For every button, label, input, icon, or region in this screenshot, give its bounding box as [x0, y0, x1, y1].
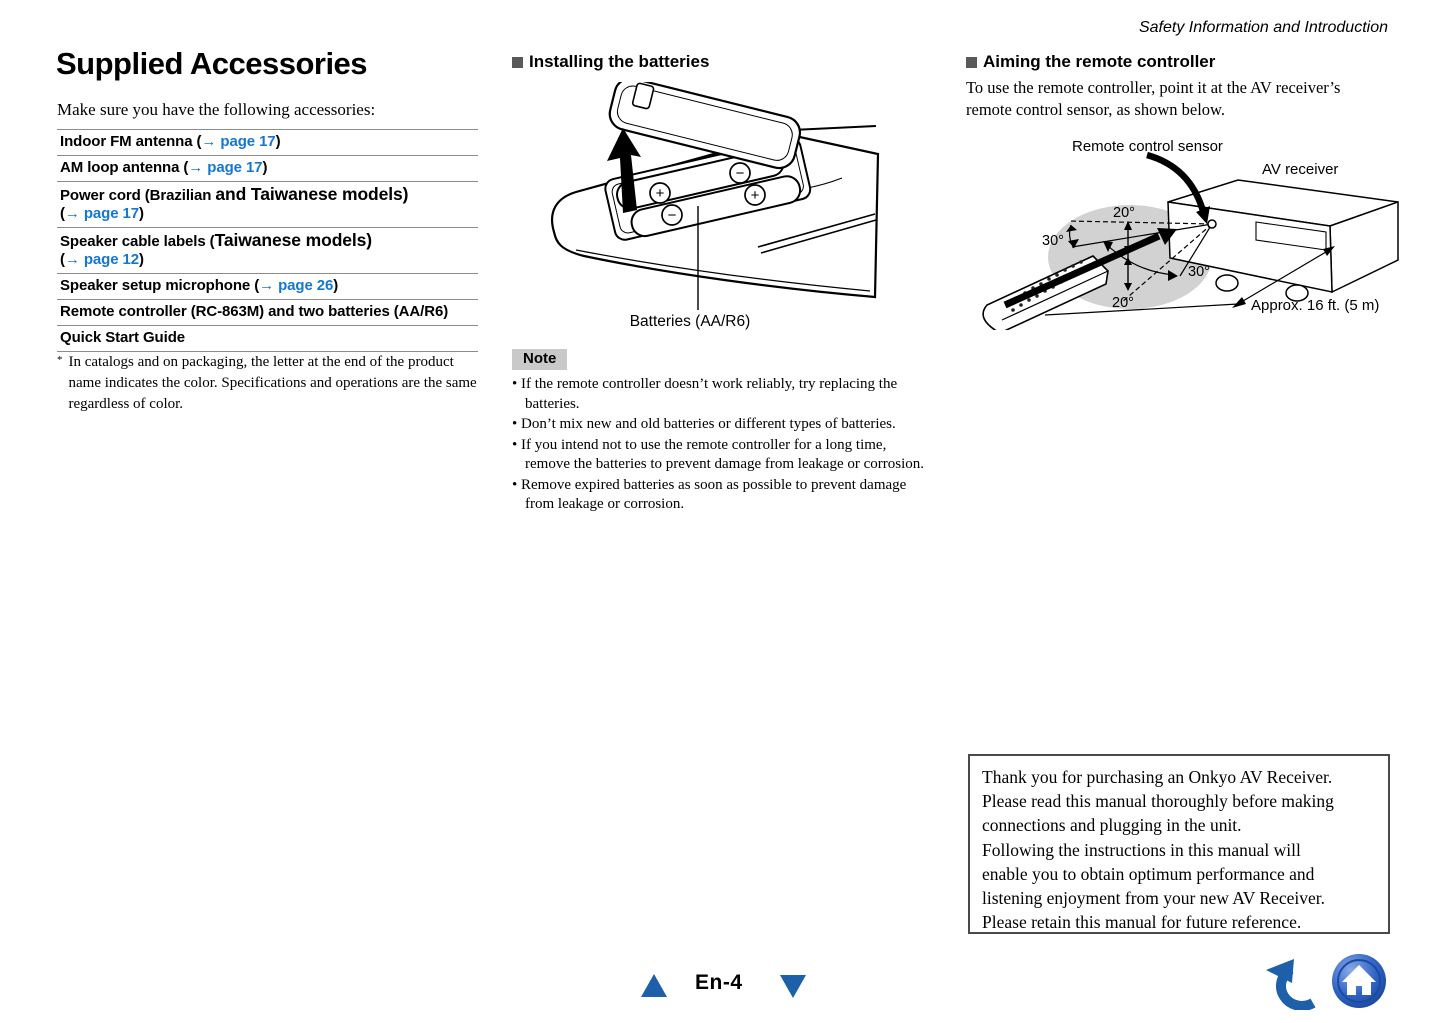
accessory-row — [57, 300, 478, 326]
context-line — [792, 126, 876, 130]
page-link[interactable]: → page 12 — [64, 251, 140, 268]
footnote-text: In catalogs and on packaging, the letter at the end of the product name indicates the color. Specifications and operations are the same regardless of color. — [68, 354, 477, 412]
page-link[interactable]: → page 26 — [259, 277, 334, 294]
battery1-plus-symbol: + — [655, 185, 665, 202]
note-item: • Remove expired batteries as soon as possible to prevent damage from leakage or corrosion. — [512, 476, 932, 515]
receiver-foot — [1216, 275, 1238, 291]
accessory-text: ) — [275, 133, 281, 150]
note-item: • If the remote controller doesn’t work reliably, try replacing the batteries. — [512, 375, 932, 414]
accessory-text: Power cord (Brazilian — [60, 187, 216, 204]
intro-text: Make sure you have the following accessories: — [57, 100, 376, 119]
box-line: Please read this manual thoroughly before making — [982, 791, 1334, 812]
back-button[interactable] — [1258, 956, 1322, 1010]
section-heading-aiming — [966, 52, 1215, 72]
accessory-text: Quick Start Guide — [60, 329, 185, 346]
thank-you-box — [968, 754, 1390, 934]
sensor-label: Remote control sensor — [1072, 138, 1223, 155]
accessory-text: Remote controller (RC-863M) and two batteries (AA/R6) — [60, 303, 449, 320]
accessory-text: Speaker setup microphone ( — [60, 277, 260, 294]
accessory-text: ) — [139, 251, 144, 268]
battery2-plus-symbol: + — [750, 187, 760, 204]
accessory-text: Indoor FM antenna ( — [60, 133, 202, 150]
receiver-label: AV receiver — [1262, 161, 1339, 178]
battery1-minus-symbol: − — [735, 165, 745, 182]
prev-page-button[interactable] — [641, 974, 667, 997]
accessory-text: ( — [60, 251, 65, 268]
accessory-text: AM loop antenna ( — [60, 159, 189, 176]
paragraph-line: remote control sensor, as shown below. — [966, 100, 1226, 119]
arrowhead — [1232, 297, 1246, 308]
accessory-row — [57, 228, 478, 274]
home-button[interactable] — [1331, 953, 1387, 1009]
page-link[interactable]: → page 17 — [64, 205, 140, 222]
accessory-row — [57, 326, 478, 352]
section-heading-label: Installing the batteries — [529, 52, 710, 71]
running-header: Safety Information and Introduction — [1138, 19, 1388, 36]
accessories-table — [57, 129, 478, 352]
page-number: En-4 — [695, 971, 743, 994]
box-line: Thank you for purchasing an Onkyo AV Receiver. — [982, 767, 1333, 787]
remote-sensor-dot — [1208, 220, 1216, 228]
note-item: • If you intend not to use the remote controller for a long time, remove the batteries to prevent damage from leakage or corrosion. — [512, 436, 932, 475]
note-item: • Don’t mix new and old batteries or different types of batteries. — [512, 415, 932, 435]
section-heading-label: Aiming the remote controller — [983, 52, 1216, 71]
accessory-row — [57, 130, 478, 156]
accessory-text: Speaker cable labels ( — [60, 233, 215, 250]
accessory-text: ( — [60, 205, 65, 222]
accessory-text: ) — [139, 205, 144, 222]
section-bullet-icon — [966, 57, 977, 68]
angle-bottom-label: 20° — [1112, 295, 1134, 311]
section-heading-installing — [512, 52, 709, 72]
note-list — [512, 375, 932, 516]
angle-right-label: 30° — [1188, 264, 1210, 280]
box-line: connections and plugging in the unit. — [982, 815, 1242, 836]
accessory-text: ) — [262, 159, 268, 176]
distance-label: Approx. 16 ft. (5 m) — [1251, 297, 1380, 314]
battery2-minus-symbol: − — [667, 207, 677, 224]
page-link[interactable]: → page 17 — [188, 159, 263, 176]
note-badge: Note — [512, 349, 567, 370]
page-title: Supplied Accessories — [56, 46, 368, 81]
box-line: listening enjoyment from your new AV Receiver. — [982, 888, 1325, 909]
batteries-label: Batteries (AA/R6) — [629, 313, 751, 330]
accessory-text: Taiwanese models) — [214, 230, 373, 250]
box-line: enable you to obtain optimum performance and — [982, 863, 1315, 884]
battery-installation-illustration — [540, 82, 950, 340]
accessory-text: ) — [333, 277, 339, 294]
box-line: Following the instructions in this manual will — [982, 839, 1301, 860]
paragraph-line: To use the remote controller, point it at the AV receiver’s — [966, 78, 1341, 97]
accessory-text: and Taiwanese models) — [215, 184, 409, 204]
box-line: Please retain this manual for future reference. — [982, 912, 1302, 933]
footnote — [57, 352, 481, 415]
footnote-marker: * — [57, 354, 63, 366]
accessory-row — [57, 156, 478, 182]
next-page-button[interactable] — [780, 975, 806, 998]
accessory-row — [57, 182, 478, 228]
angle-top-label: 20° — [1113, 205, 1135, 221]
aiming-paragraph — [966, 77, 1400, 121]
section-bullet-icon — [512, 57, 523, 68]
page-link[interactable]: → page 17 — [201, 133, 276, 150]
accessory-row — [57, 274, 478, 300]
angle-left-label: 30° — [1042, 233, 1064, 249]
